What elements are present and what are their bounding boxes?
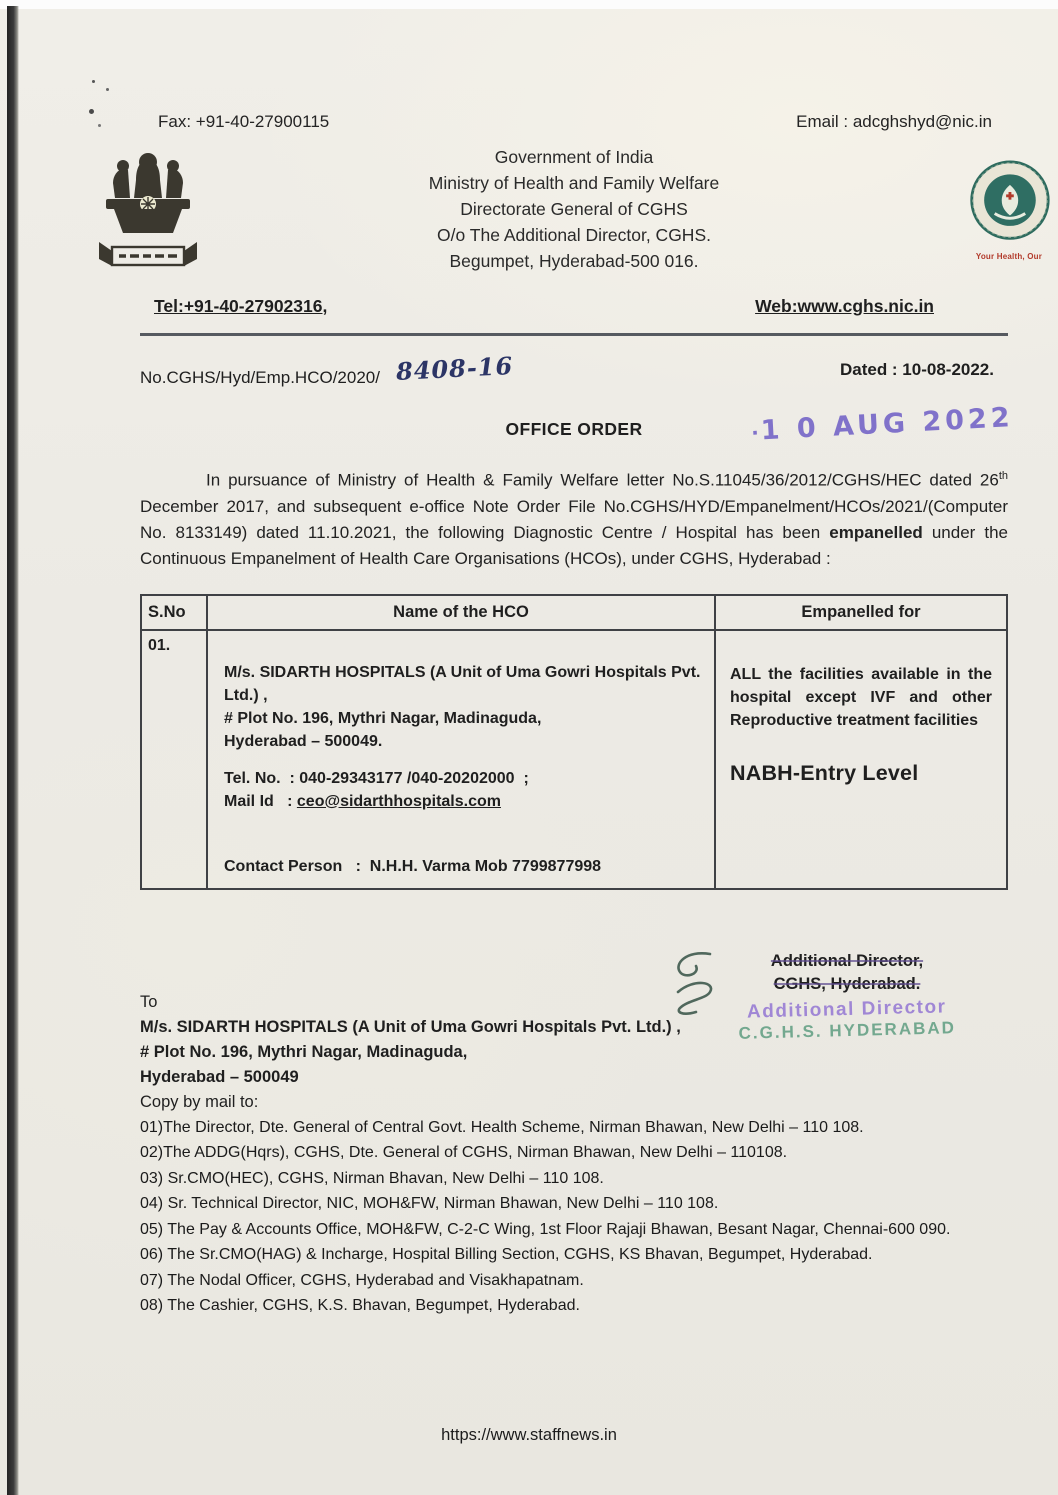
org-line-government: Government of India [494,147,654,167]
spacer [224,813,702,855]
cell-empanelled-for [715,630,1007,889]
copy-item: 06) The Sr.CMO(HAG) & Incharge, Hospital Billing Section, CGHS, KS Bhavan, Begumpet, Hyderabad. [140,1246,873,1264]
telephone-number: Tel:+91-40-27902316, [154,296,328,316]
copy-item: 08) The Cashier, CGHS, K.S. Bhavan, Begumpet, Hyderabad. [140,1297,580,1315]
hco-mail-line [224,790,702,813]
paragraph-part3: under the Continuous Empanelment of Health Care Organisations (HCOs), under CGHS, Hyderabad : [140,522,1008,568]
email-address: Email : adcghshyd@nic.in [796,112,992,131]
copy-item: 01)The Director, Dte. General of Central Govt. Health Scheme, Nirman Bhawan, New Delhi – 110 108. [140,1118,864,1136]
watermark-url: https://www.staffnews.in [441,1426,617,1444]
to-label: To [140,992,158,1011]
mail-id-label: Mail Id : [224,792,297,810]
spacer [224,753,702,767]
empanelled-facilities-text: ALL the facilities available in the hospital except IVF and other Reproductive treatment facilities [730,665,992,729]
reference-number [140,350,514,389]
reference-row [140,350,1008,389]
paragraph-bold-word: empanelled [829,522,923,542]
column-header-hco-name: Name of the HCO [207,595,715,630]
copy-item: 02)The ADDG(Hqrs), CGHS, Dte. General of CGHS, Nirman Bhawan, New Delhi – 110108. [140,1144,788,1162]
hco-name-line: M/s. SIDARTH HOSPITALS (A Unit of Uma Gowri Hospitals Pvt. Ltd.) , [224,663,705,704]
copy-item: 04) Sr. Technical Director, NIC, MOH&FW, Nirman Bhawan, New Delhi – 110 108. [140,1195,719,1213]
table-row [141,630,1007,889]
signatory-office: CGHS, Hyderabad. [773,975,921,993]
copy-item: 07) The Nodal Officer, CGHS, Hyderabad and Visakhapatnam. [140,1271,584,1289]
nabh-accreditation-text: NABH-Entry Level [730,760,919,785]
addressee-address2: Hyderabad – 500049 [140,1067,299,1086]
dated-text: Dated : 10-08-2022. [839,360,994,379]
org-line-directorate: Directorate General of CGHS [460,199,688,219]
empanelment-table [140,594,1008,890]
hco-address-line1: # Plot No. 196, Mythri Nagar, Madinaguda, [224,709,542,727]
org-line-ministry: Ministry of Health and Family Welfare [428,173,720,193]
handwritten-file-number: 8408-16 [395,350,514,387]
stamp-dot: · [750,420,760,445]
page-title: OFFICE ORDER [505,419,643,439]
addressee-name: M/s. SIDARTH HOSPITALS (A Unit of Uma Gowri Hospitals Pvt. Ltd.) , [140,1017,681,1036]
website-link: Web:www.cghs.nic.in [755,296,934,316]
cell-hco-details [207,630,715,889]
table-header-row [141,595,1007,630]
header-divider [140,333,1008,336]
copy-item: 03) Sr.CMO(HEC), CGHS, Nirman Bhavan, New Delhi – 110 108. [140,1169,604,1187]
cghs-logo-caption: Your Health, Our [975,252,1043,261]
received-date-stamp [751,402,1015,447]
title-row [140,402,1015,447]
column-header-sno: S.No [141,595,207,630]
scan-artifacts [92,80,95,83]
body-paragraph [140,463,1008,572]
addressee-address1: # Plot No. 196, Mythri Nagar, Madinaguda, [140,1042,468,1061]
scan-white-edge [0,0,1058,9]
letterhead-org-block [140,144,1008,274]
tel-web-row [140,296,1008,317]
hco-contact-person-line: Contact Person : N.H.H. Varma Mob 7799877998 [224,857,602,875]
hco-telephone-line: Tel. No. : 040-29343177 /040-20202000 ; [224,769,529,787]
copy-distribution-list [140,1115,1008,1319]
copy-item: 05) The Pay & Accounts Office, MOH&FW, C-2-C Wing, 1st Floor Rajaji Bhawan, Besant Nagar, Chennai-600 090. [140,1220,951,1238]
hco-address-line2: Hyderabad – 500049. [224,732,383,750]
org-line-address: Begumpet, Hyderabad-500 016. [449,251,699,271]
paragraph-superscript: th [998,470,1008,482]
copy-list-heading: Copy by mail to: [140,1092,259,1111]
column-header-empanelled-for: Empanelled for [715,595,1007,630]
stamp-designation-line: Additional Director [746,996,947,1023]
reference-number-label: No.CGHS/Hyd/Emp.HCO/2020/ [140,368,380,387]
contact-row [140,112,1008,132]
paragraph-part1: In pursuance of Ministry of Health & Family Welfare letter No.S.11045/36/2012/CGHS/HEC dated 26 [206,470,999,490]
office-rubber-stamp [682,995,1013,1046]
signatory-designation: Additional Director, [770,952,924,970]
signature-block [682,950,1012,1041]
scan-dark-edge [7,6,19,1495]
stamp-office-line: C.G.H.S. HYDERABAD [738,1018,957,1043]
stamp-date-text: 1 0 AUG 2022 [760,402,1015,447]
paragraph-part2: December 2017, and subsequent e-office Note Order File No.CGHS/HYD/Empanelment/HCOs/2021/(Computer No. 8133149) dated 11.10.2021, the following Diagnostic Centre / Hospital has been [140,496,1008,542]
org-line-office: O/o The Additional Director, CGHS. [437,225,711,245]
fax-number: Fax: +91-40-27900115 [158,112,330,131]
cell-serial-number: 01. [141,630,207,889]
hco-email-link: ceo@sidarthhospitals.com [296,792,501,810]
